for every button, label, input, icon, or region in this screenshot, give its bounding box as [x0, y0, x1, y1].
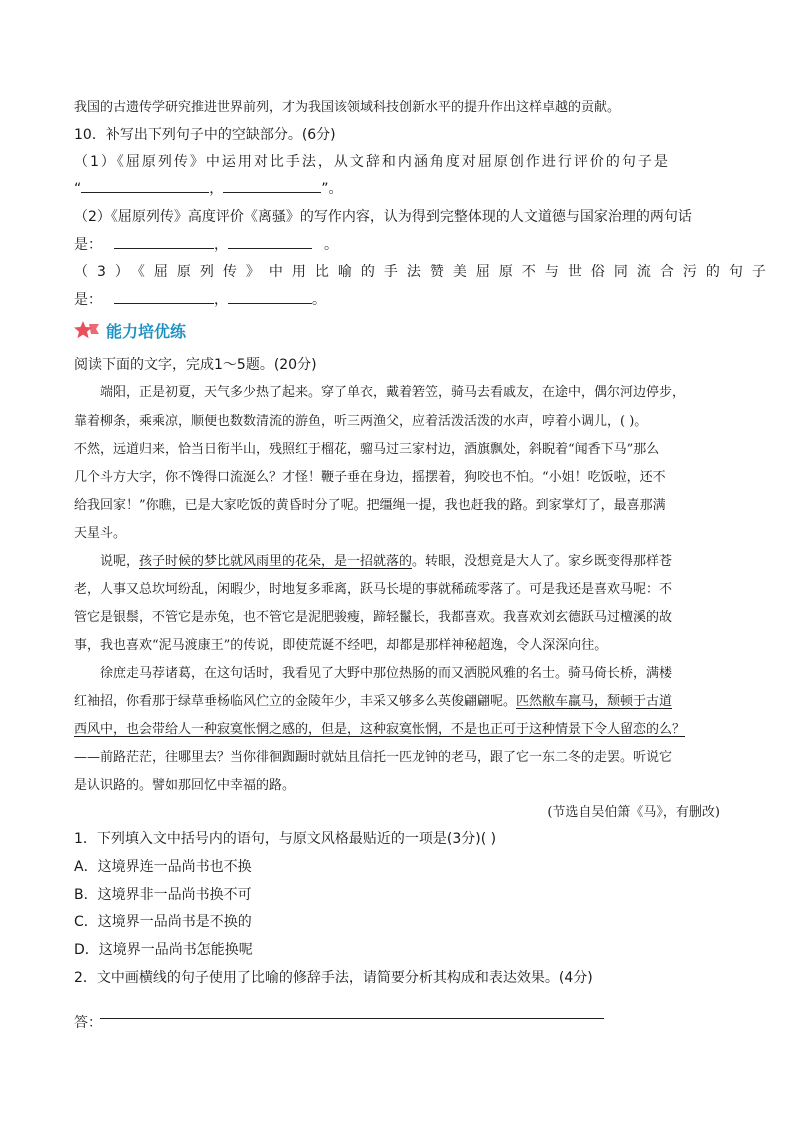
- passage-line: 事，我也喜欢“泥马渡康王”的传说，即使荒诞不经吧，却都是那样神秘超逸，令人深深向往。: [74, 638, 608, 653]
- star-ribbon-icon: [74, 320, 100, 340]
- passage-line: 是认识路的。譬如那回忆中幸福的路。: [74, 778, 296, 793]
- q10-part3-line2: [74, 289, 326, 309]
- fill-blank[interactable]: [228, 289, 312, 304]
- passage-line: 端阳，正是初夏，天气多少热了起来。穿了单衣，戴着箬笠，骑马去看戚友，在途中，偶尔河边停步，: [100, 385, 686, 400]
- passage-line: 给我回家！”你瞧，已是大家吃饭的黄昏时分了呢。把缰绳一提，我也赶我的路。到家掌灯了，最喜那满: [74, 498, 666, 513]
- passage-line: 徐庶走马荐诸葛，在这句话时，我看见了大野中那位热肠的而又洒脱风雅的名士。骑马倚长桥，满楼: [100, 666, 673, 681]
- passage-text: 。转眼，没想竟是大人了。家乡既变得那样苍: [412, 554, 673, 569]
- answer-lead: 是：: [74, 237, 102, 253]
- passage-line: 老，人事又总坎坷纷乱，闲暇少，时地复多乖离，跃马长堤的事就稀疏零落了。可是我还是喜欢马呢：不: [74, 582, 673, 597]
- q10-part2-line1: （2）《屈原列传》高度评价《离骚》的写作内容，认为得到完整体现的人文道德与国家治理的两句话: [74, 209, 692, 225]
- underlined-sentence: 孩子时候的梦比就风雨里的花朵，是一招就落的: [139, 554, 413, 569]
- q1-stem: 1．下列填入文中括号内的语句，与原文风格最贴近的一项是(3分)( ): [74, 831, 497, 847]
- section-header: [74, 318, 186, 342]
- reading-intro: 阅读下面的文字，完成1～5题。(20分): [74, 357, 317, 373]
- option-b[interactable]: B．这境界非一品尚书换不可: [74, 887, 252, 903]
- period: 。: [324, 237, 338, 253]
- separator: ，: [214, 237, 228, 253]
- fill-blank[interactable]: [81, 178, 209, 193]
- option-d[interactable]: D．这境界一品尚书怎能换呢: [74, 942, 253, 958]
- answer-lead: 是：: [74, 292, 102, 308]
- continuation-text: 我国的古遗传学研究推进世界前列，才为我国该领域科技创新水平的提升作出这样卓越的贡献。: [74, 100, 621, 115]
- passage-line: 靠着柳条，乘乘凉，顺便也数数清流的游鱼，听三两渔父，应着活泼活泼的水声，哼着小调儿，( )。: [74, 414, 648, 429]
- passage-line: [74, 550, 672, 569]
- q2-stem: 2．文中画横线的句子使用了比喻的修辞手法，请简要分析其构成和表达效果。(4分): [74, 970, 593, 986]
- passage-line: 不然，远道归来，恰当日衔半山，残照红于榴花，骝马过三家村边，酒旗飘处，斜睨着“闻香下马”那么: [74, 442, 660, 457]
- option-c[interactable]: C．这境界一品尚书是不换的: [74, 914, 252, 930]
- passage-line: 管它是银鬃，不管它是赤兔，也不管它是泥肥骏瘦，蹄轻鬣长，我都喜欢。我喜欢刘玄德跃马过檀溪的故: [74, 610, 673, 625]
- q10-part2-line2: [74, 234, 338, 254]
- q10-part1-line2: [74, 178, 343, 198]
- separator: ，: [209, 181, 224, 197]
- q10-part3-line1: （3）《屈原列传》中用比喻的手法赞美屈原不与世俗同流合污的句子: [74, 264, 775, 280]
- fill-blank[interactable]: [228, 234, 312, 249]
- open-quote: “: [74, 181, 82, 197]
- option-a[interactable]: A．这境界连一品尚书也不换: [74, 859, 252, 875]
- answer-label: 答：: [74, 1015, 102, 1031]
- close-quote: ”。: [321, 181, 343, 197]
- passage-source: (节选自吴伯箫《马》，有删改): [547, 805, 720, 820]
- passage-line: 几个斗方大字，你不馋得口流涎么？才怪！鞭子垂在身边，摇摆着，狗咬也不怕。“小姐！吃饭啦，还不: [74, 470, 666, 485]
- underlined-sentence: 西风中，也会带给人一种寂寞怅惘之感的，但是，这种寂寞怅惘，不是也正可于这种情景下令人留恋的么？: [74, 722, 686, 737]
- passage-text: 红袖招，你看那于绿草垂杨临风伫立的金陵年少，丰采又够多么英俊翩翩呢。: [74, 694, 517, 709]
- passage-line: ——前路茫茫，往哪里去？当你徘徊踟蹰时就姑且信托一匹龙钟的老马，跟了它一东二冬的走罢。听说它: [74, 750, 673, 765]
- q10-part1-line1: （1）《屈原列传》中运用对比手法，从文辞和内涵角度对屈原创作进行评价的句子是: [74, 154, 670, 170]
- passage-line: [74, 718, 685, 737]
- fill-blank[interactable]: [114, 289, 214, 304]
- underlined-sentence: 匹然敝车羸马，颓顿于古道: [516, 694, 673, 709]
- fill-blank[interactable]: [114, 234, 214, 249]
- passage-line: [74, 690, 672, 709]
- separator: ，: [214, 292, 228, 308]
- q10-title: 10．补写出下列句子中的空缺部分。(6分): [74, 127, 336, 143]
- period: 。: [312, 292, 326, 308]
- fill-blank[interactable]: [223, 178, 321, 193]
- section-title: 能力培优练: [106, 321, 187, 341]
- answer-line[interactable]: [100, 1018, 604, 1019]
- passage-line: 天星斗。: [74, 526, 127, 541]
- passage-text: 说呢，: [100, 554, 140, 569]
